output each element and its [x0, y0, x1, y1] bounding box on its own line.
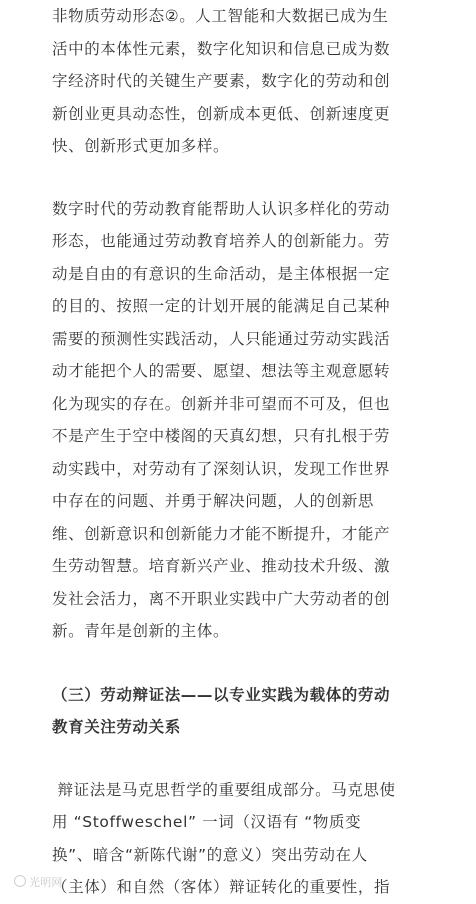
paragraph-line: 生劳动智慧。培育新兴产业、推动技术升级、激 — [52, 557, 391, 575]
paragraph-line: 动是自由的有意识的生命活动，是主体根据一定 — [52, 264, 391, 283]
paragraph-line: 形态，也能通过劳动教育培养人的创新能力。劳 — [52, 232, 391, 250]
paragraph-spacer — [52, 744, 434, 774]
paragraph-line: 动实践中，对劳动有了深刻认识，发现工作世界 — [52, 459, 391, 478]
paragraph-line: 化为现实的存在。创新并非可望而不可及，但也 — [52, 394, 391, 413]
paragraph-line: 维、创新意识和创新能力才能不断提升，才能产 — [52, 524, 391, 543]
section-heading — [52, 679, 434, 744]
watermark-logo-icon — [14, 875, 26, 887]
paragraph-line: 字经济时代的关键生产要素，数字化的劳动和创 — [52, 72, 391, 90]
paragraph-line: 新。青年是创新的主体。 — [52, 622, 230, 640]
paragraph-line: 活中的本体性元素，数字化知识和信息已成为数 — [52, 39, 391, 58]
watermark-text: 光明网 — [29, 876, 63, 889]
paragraph-spacer — [52, 163, 434, 193]
paragraph-line: 新创业更具动态性，创新成本更低、创新速度更 — [52, 104, 391, 123]
paragraph-line: 非物质劳动形态②。人工智能和大数据已成为生 — [52, 7, 389, 25]
article-body — [52, 0, 434, 904]
paragraph-3 — [52, 774, 434, 904]
heading-line: （三）劳动辩证法——以专业实践为载体的劳动 — [52, 685, 391, 704]
paragraph-line: 辩证法是马克思哲学的重要组成部分。马克思使 — [52, 780, 396, 799]
paragraph-2 — [52, 193, 434, 648]
watermark — [14, 874, 63, 890]
paragraph-spacer — [52, 648, 434, 679]
paragraph-line: 不是产生于空中楼阁的天真幻想，只有扎根于劳 — [52, 427, 391, 445]
paragraph-line: 中存在的问题、并勇于解决问题，人的创新思 — [52, 492, 375, 510]
paragraph-line: 用 “Stoffweschel” 一词（汉语有 “物质变 — [52, 813, 362, 831]
heading-line: 教育关注劳动关系 — [52, 718, 181, 736]
paragraph-line: 数字时代的劳动教育能帮助人认识多样化的劳动 — [52, 199, 391, 218]
paragraph-line: 发社会活力，离不开职业实践中广大劳动者的创 — [52, 589, 391, 608]
paragraph-line: （主体）和自然（客体）辩证转化的重要性，指 — [52, 878, 391, 896]
paragraph-line: 快、创新形式更加多样。 — [52, 137, 230, 155]
paragraph-line: 需要的预测性实践活动，人只能通过劳动实践活 — [52, 329, 391, 348]
paragraph-line: 动才能把个人的需要、愿望、想法等主观意愿转 — [52, 362, 391, 380]
paragraph-line: 换”、暗含“新陈代谢”的意义）突出劳动在人 — [52, 845, 368, 864]
paragraph-1 — [52, 0, 434, 163]
paragraph-line: 的目的、按照一定的计划开展的能满足自己某种 — [52, 297, 391, 315]
